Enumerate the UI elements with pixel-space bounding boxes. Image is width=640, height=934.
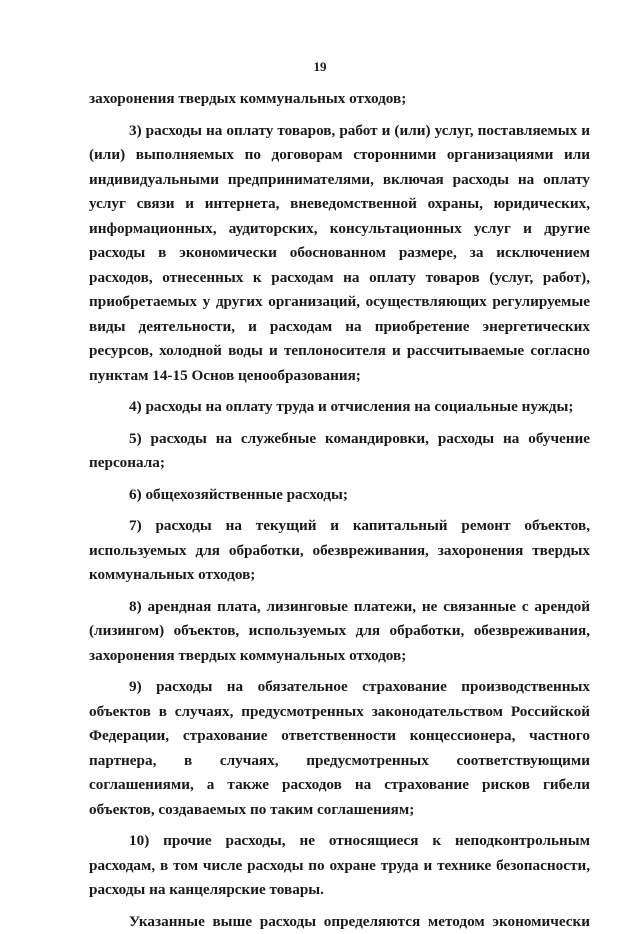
list-item-9: 9) расходы на обязательное страхование производственных объектов в случаях, предусмотренных законодательством Российской Федерации, страхование ответственности концессионера, частного партнера, в случаях, предусмотренных соответствующими соглашениями, а также расходов на страхование рисков гибели объектов, создаваемых по таким соглашениям; [89,675,590,822]
list-item-7: 7) расходы на текущий и капитальный ремонт объектов, используемых для обработки, обезвреживания, захоронения твердых коммунальных отходов; [89,514,590,588]
list-item-10: 10) прочие расходы, не относящиеся к неподконтрольным расходам, в том числе расходы по охране труда и технике безопасности, расходы на канцелярские товары. [89,829,590,903]
list-item-3: 3) расходы на оплату товаров, работ и (или) услуг, поставляемых и (или) выполняемых по договорам сторонними организациями или индивидуальными предпринимателями, включая расходы на оплату услуг связи и интернета, вневедомственной охраны, юридических, информационных, аудиторских, консультационных услуг и другие расходы в экономически обоснованном размере, за исключением расходов, отнесенных к расходам на оплату товаров (услуг, работ), приобретаемых у других организаций, осуществляющих регулируемые виды деятельности, и расходам на приобретение энергетических ресурсов, холодной воды и теплоносителя и рассчитываемые согласно пунктам 14-15 Основ ценообразования; [89,119,590,389]
page-number: 19 [0,59,640,75]
paragraph-final: Указанные выше расходы определяются методом экономически [89,910,590,934]
list-item-8: 8) арендная плата, лизинговые платежи, не связанные с арендой (лизингом) объектов, используемых для обработки, обезвреживания, захоронения твердых коммунальных отходов; [89,595,590,669]
list-item-6: 6) общехозяйственные расходы; [89,483,590,508]
paragraph-continuation: захоронения твердых коммунальных отходов; [89,87,590,112]
list-item-4: 4) расходы на оплату труда и отчисления на социальные нужды; [89,395,590,420]
document-body [89,87,590,934]
list-item-5: 5) расходы на служебные командировки, расходы на обучение персонала; [89,427,590,476]
